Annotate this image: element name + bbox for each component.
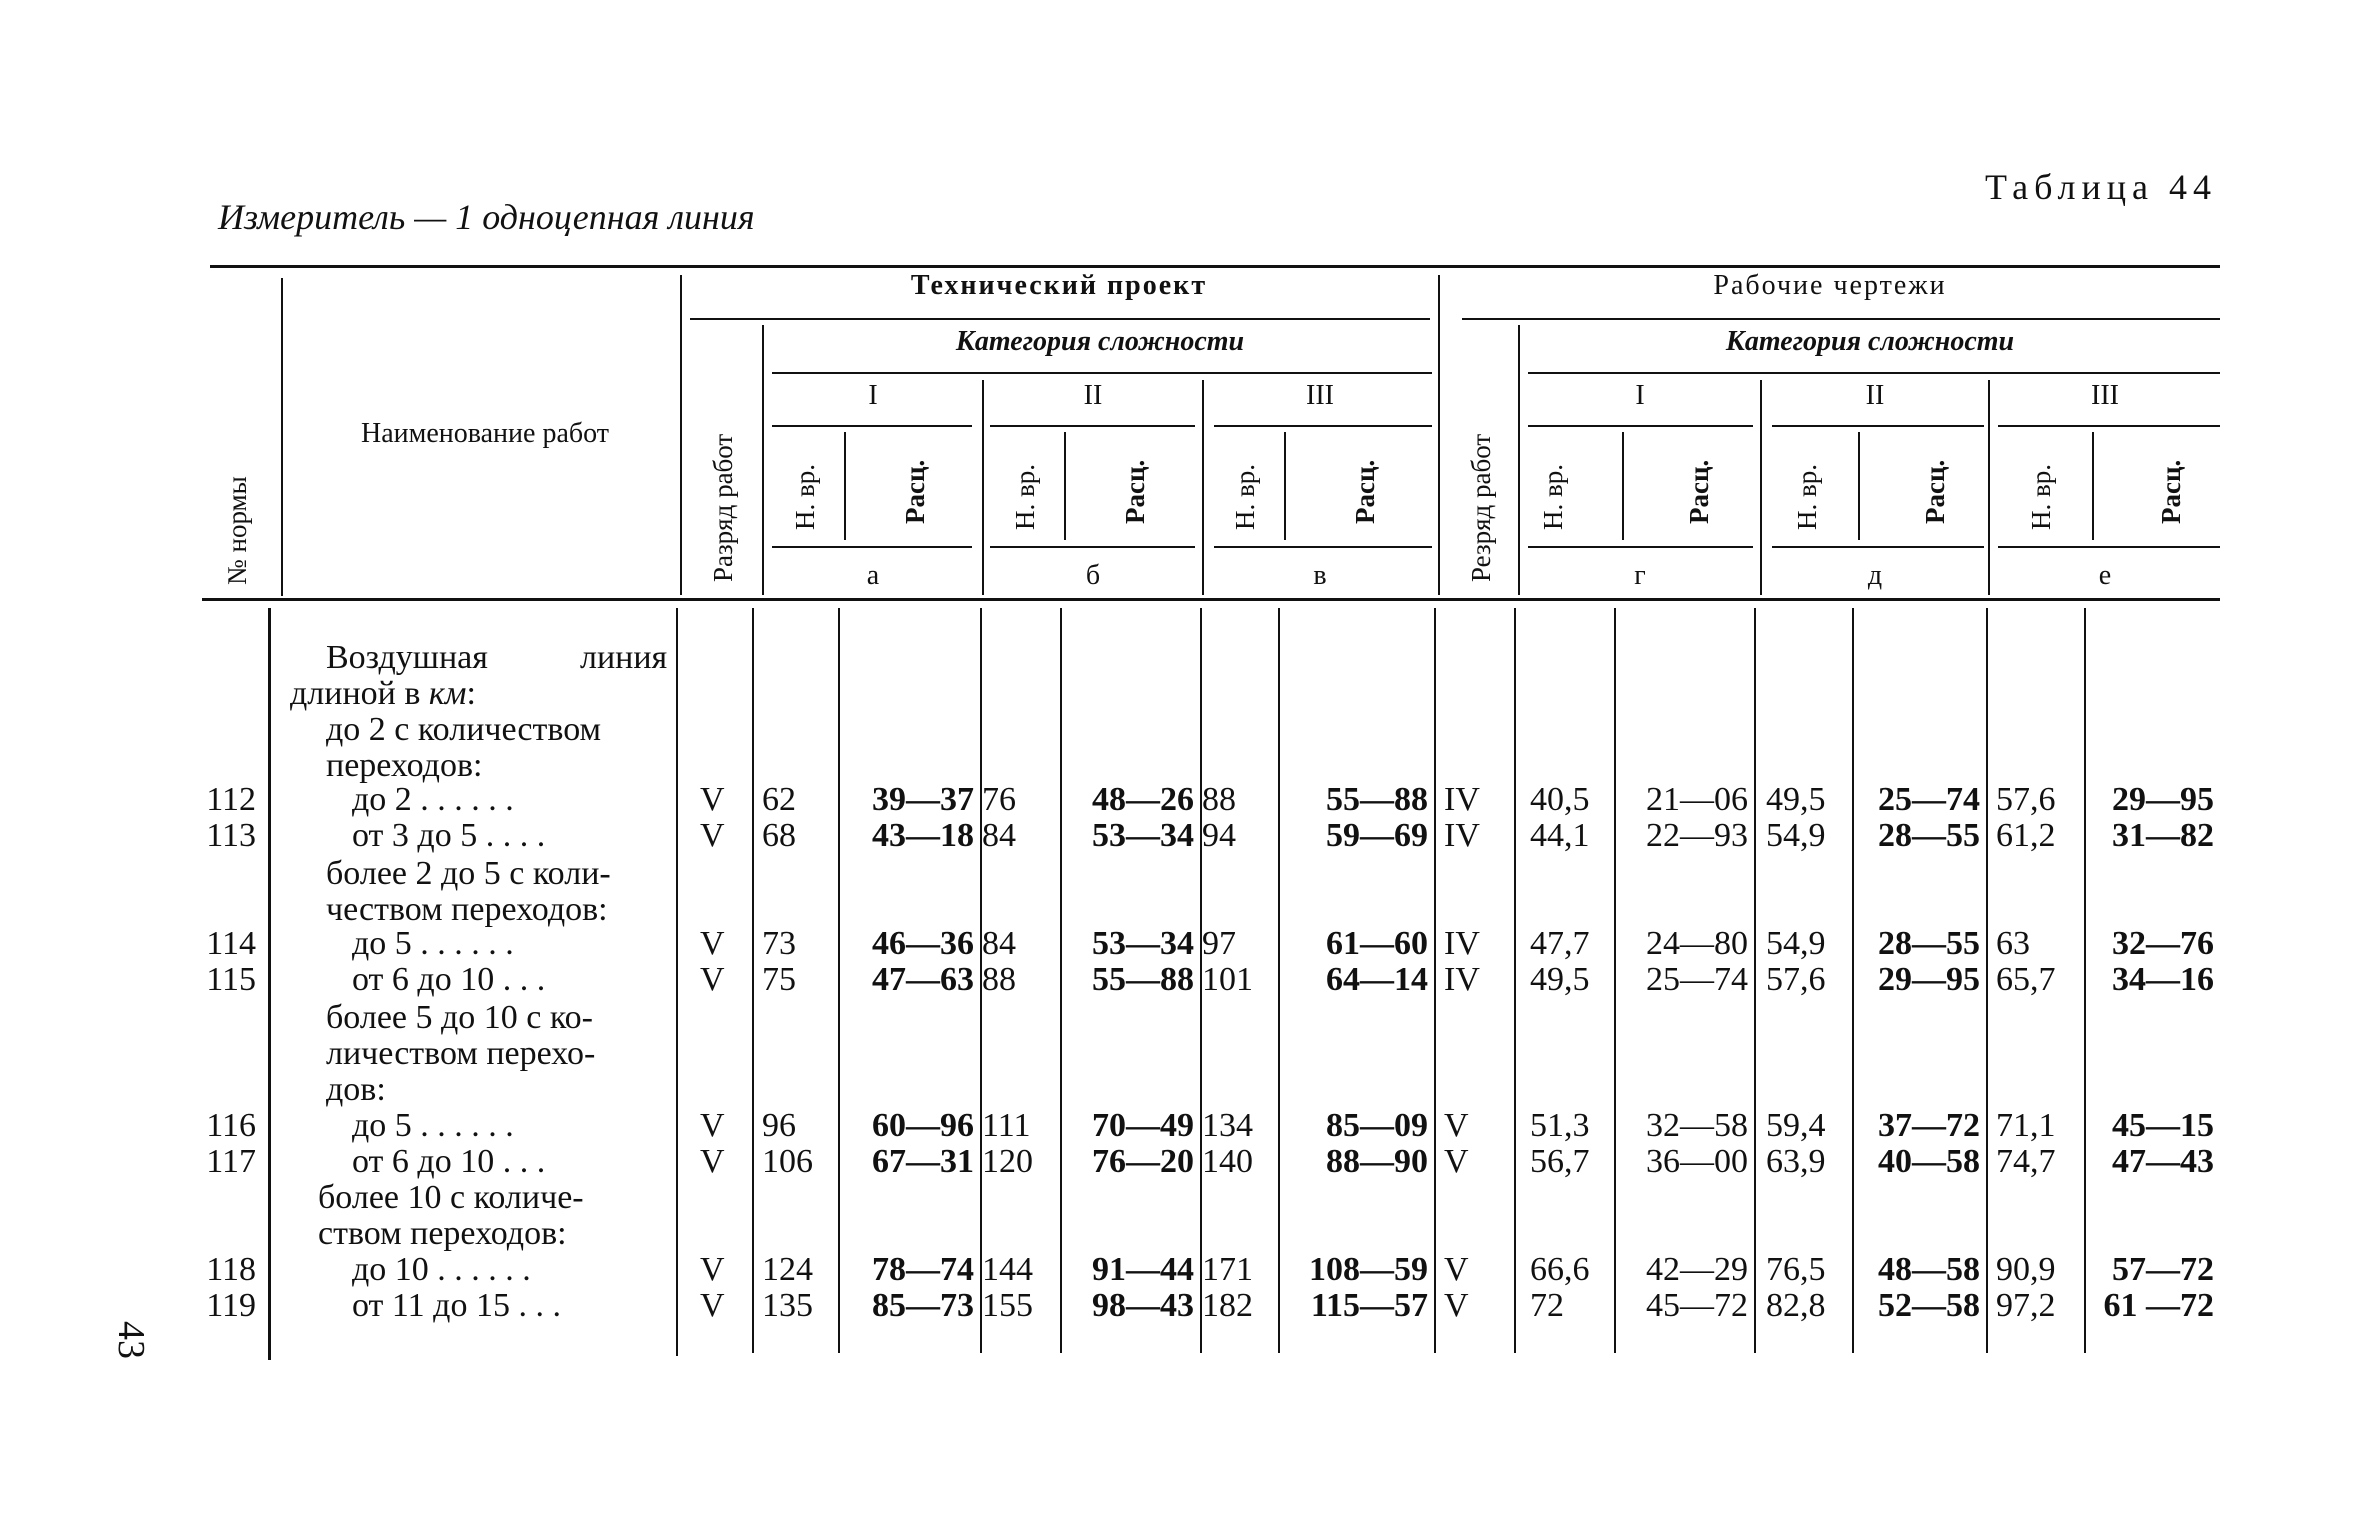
cell-nv1: 96 (762, 1107, 796, 1144)
cell-grade2: V (1444, 1143, 1469, 1180)
cell-grade2: IV (1444, 925, 1480, 962)
cell-nv4: 49,5 (1530, 961, 1590, 998)
column-letter-v: в (1313, 560, 1327, 591)
category-III: III (2091, 380, 2119, 411)
header-divider (1064, 432, 1066, 540)
grade-header: Резряд работ (1466, 433, 1496, 582)
cell-r4: 21—06 (1646, 781, 1748, 818)
cell-no: 115 (206, 961, 256, 998)
cell-r6: 47—43 (2112, 1143, 2214, 1180)
cell-r2: 53—34 (1092, 817, 1194, 854)
cell-r4: 36—00 (1646, 1143, 1748, 1180)
cell-no: 117 (206, 1143, 256, 1180)
cell-r2: 98—43 (1092, 1287, 1194, 1324)
cell-nv4: 72 (1530, 1287, 1564, 1324)
group-label: более 5 до 10 с ко- (326, 999, 594, 1036)
header-rule (1214, 425, 1432, 427)
group-label: более 10 с количе- (318, 1179, 584, 1216)
cell-r1: 78—74 (872, 1251, 974, 1288)
rate-header: Расц. (900, 459, 930, 524)
group-label: личеством перехо- (326, 1035, 596, 1072)
cell-nv3: 171 (1202, 1251, 1253, 1288)
cell-nv5: 82,8 (1766, 1287, 1826, 1324)
cell-nv2: 88 (982, 961, 1016, 998)
header-rule (1528, 546, 1753, 548)
cell-nv3: 97 (1202, 925, 1236, 962)
cell-r5: 28—55 (1878, 817, 1980, 854)
cell-grade2: IV (1444, 781, 1480, 818)
rate-header: Расц. (1920, 459, 1950, 524)
cell-r3: 115—57 (1310, 1287, 1428, 1324)
group-label: переходов: (326, 747, 483, 784)
cell-r2: 76—20 (1092, 1143, 1194, 1180)
cell-name: от 6 до 10 . . . (352, 1143, 546, 1180)
cell-grade2: V (1444, 1251, 1469, 1288)
cell-r2: 70—49 (1092, 1107, 1194, 1144)
cell-no: 118 (206, 1251, 256, 1288)
cell-r4: 22—93 (1646, 817, 1748, 854)
cell-nv5: 54,9 (1766, 925, 1826, 962)
cell-r5: 37—72 (1878, 1107, 1980, 1144)
cell-r3: 61—60 (1326, 925, 1428, 962)
cell-nv1: 124 (762, 1251, 813, 1288)
cell-grade1: V (700, 1251, 725, 1288)
header-bottom-rule (202, 598, 2220, 601)
rate-header: Расц. (1684, 459, 1714, 524)
header-rule (772, 425, 972, 427)
header-rule (690, 318, 1430, 320)
header-divider (1518, 325, 1520, 595)
cell-grade2: IV (1444, 817, 1480, 854)
cell-grade1: V (700, 1143, 725, 1180)
cell-nv2: 84 (982, 925, 1016, 962)
group-label: чеством переходов: (326, 891, 608, 928)
header-rule (772, 372, 1432, 374)
norm-time-header: Н. вр. (790, 464, 820, 530)
norm-time-header: Н. вр. (2026, 464, 2056, 530)
cell-grade2: IV (1444, 961, 1480, 998)
norm-time-header: Н. вр. (1792, 464, 1822, 530)
cell-r3: 64—14 (1326, 961, 1428, 998)
body-divider (752, 608, 754, 1353)
group-label: до 2 с количеством (326, 711, 602, 748)
cell-r2: 91—44 (1092, 1251, 1194, 1288)
cell-r5: 28—55 (1878, 925, 1980, 962)
cell-r5: 40—58 (1878, 1143, 1980, 1180)
header-rule (1998, 546, 2220, 548)
cell-grade1: V (700, 1287, 725, 1324)
cell-r6: 31—82 (2112, 817, 2214, 854)
column-letter-d: д (1867, 560, 1883, 591)
cell-r1: 60—96 (872, 1107, 974, 1144)
cell-nv4: 66,6 (1530, 1251, 1590, 1288)
cell-r2: 55—88 (1092, 961, 1194, 998)
cell-nv6: 74,7 (1996, 1143, 2056, 1180)
cell-nv5: 76,5 (1766, 1251, 1826, 1288)
cell-nv2: 111 (982, 1107, 1031, 1144)
cell-r3: 88—90 (1326, 1143, 1428, 1180)
cell-grade1: V (700, 1107, 725, 1144)
rate-header: Расц. (1120, 459, 1150, 524)
group-label: более 2 до 5 с коли- (326, 855, 611, 892)
cell-nv6: 57,6 (1996, 781, 2056, 818)
cell-nv6: 90,9 (1996, 1251, 2056, 1288)
rate-header: Расц. (1350, 459, 1380, 524)
cell-r6: 34—16 (2112, 961, 2214, 998)
table-number: Таблица 44 (1985, 167, 2217, 207)
intro-label: линия (580, 639, 668, 676)
cell-nv4: 56,7 (1530, 1143, 1590, 1180)
cell-grade1: V (700, 781, 725, 818)
cell-grade2: V (1444, 1107, 1469, 1144)
cell-name: от 11 до 15 . . . (352, 1287, 561, 1324)
measurement-unit: Измеритель — 1 одноцепная линия (218, 197, 755, 237)
cell-nv3: 140 (1202, 1143, 1253, 1180)
cell-nv4: 40,5 (1530, 781, 1590, 818)
header-divider (1858, 432, 1860, 540)
cell-r2: 48—26 (1092, 781, 1194, 818)
cell-r6: 61 —72 (2103, 1287, 2214, 1324)
norm-number-header: № нормы (222, 476, 252, 585)
page-number: 43 (110, 1321, 152, 1359)
cell-no: 119 (206, 1287, 256, 1324)
cell-r1: 43—18 (872, 817, 974, 854)
cell-grade1: V (700, 817, 725, 854)
group-label: ством переходов: (318, 1215, 567, 1252)
intro-label: Воздушная (326, 639, 488, 676)
header-divider (2092, 432, 2094, 540)
body-divider (268, 608, 271, 1360)
cell-r5: 25—74 (1878, 781, 1980, 818)
header-divider (762, 325, 764, 595)
header-rule (990, 425, 1195, 427)
cell-r3: 85—09 (1326, 1107, 1428, 1144)
cell-nv5: 49,5 (1766, 781, 1826, 818)
cell-no: 116 (206, 1107, 256, 1144)
column-letter-g: г (1634, 560, 1646, 591)
cell-no: 113 (206, 817, 256, 854)
cell-nv6: 71,1 (1996, 1107, 2056, 1144)
cell-nv2: 155 (982, 1287, 1033, 1324)
cell-nv3: 134 (1202, 1107, 1253, 1144)
cell-no: 114 (206, 925, 256, 962)
rate-header: Расц. (2156, 459, 2186, 524)
cell-r1: 46—36 (872, 925, 974, 962)
header-rule (1528, 425, 1753, 427)
header-rule (1772, 425, 1984, 427)
body-divider (1434, 608, 1436, 1353)
group-label: дов: (326, 1071, 386, 1108)
working-drawings-header: Рабочие чертежи (1713, 270, 1947, 301)
cell-nv1: 106 (762, 1143, 813, 1180)
cell-no: 112 (206, 781, 256, 818)
work-name-header: Наименование работ (361, 418, 609, 449)
cell-grade1: V (700, 925, 725, 962)
cell-grade1: V (700, 961, 725, 998)
cell-r4: 42—29 (1646, 1251, 1748, 1288)
column-letter-e: е (2098, 560, 2112, 591)
column-letter-a: а (866, 560, 880, 591)
body-divider (1514, 608, 1516, 1353)
cell-r1: 67—31 (872, 1143, 974, 1180)
cell-nv1: 73 (762, 925, 796, 962)
grade-header: Разряд работ (708, 433, 738, 582)
header-divider (1284, 432, 1286, 540)
cell-nv6: 63 (1996, 925, 2030, 962)
cell-name: до 2 . . . . . . (352, 781, 514, 818)
cell-r3: 55—88 (1326, 781, 1428, 818)
table-top-rule (210, 265, 2220, 268)
tech-project-header: Технический проект (910, 270, 1208, 301)
cell-r4: 45—72 (1646, 1287, 1748, 1324)
cell-r3: 108—59 (1309, 1251, 1428, 1288)
header-rule (990, 546, 1195, 548)
body-divider (1986, 608, 1988, 1353)
header-rule (1214, 546, 1432, 548)
header-rule (772, 546, 972, 548)
category-II: II (1083, 380, 1103, 411)
header-divider (844, 432, 846, 540)
cell-nv6: 61,2 (1996, 817, 2056, 854)
body-divider (676, 608, 678, 1356)
cell-nv6: 97,2 (1996, 1287, 2056, 1324)
cell-nv3: 182 (1202, 1287, 1253, 1324)
cell-name: от 6 до 10 . . . (352, 961, 546, 998)
cell-nv1: 62 (762, 781, 796, 818)
cell-nv6: 65,7 (1996, 961, 2056, 998)
cell-r5: 52—58 (1878, 1287, 1980, 1324)
category-I: I (1635, 380, 1645, 411)
cell-nv5: 57,6 (1766, 961, 1826, 998)
cell-r5: 48—58 (1878, 1251, 1980, 1288)
cell-r1: 39—37 (872, 781, 974, 818)
cell-nv2: 120 (982, 1143, 1033, 1180)
cell-nv4: 51,3 (1530, 1107, 1590, 1144)
header-rule (1528, 372, 2220, 374)
category-II: II (1865, 380, 1885, 411)
complexity-category-header: Категория сложности (955, 326, 1245, 357)
cell-r6: 57—72 (2112, 1251, 2214, 1288)
column-letter-b: б (1085, 560, 1101, 591)
norm-time-header: Н. вр. (1538, 464, 1568, 530)
cell-name: до 5 . . . . . . (352, 925, 514, 962)
cell-name: до 5 . . . . . . (352, 1107, 514, 1144)
cell-nv4: 47,7 (1530, 925, 1590, 962)
header-rule (1462, 318, 2220, 320)
cell-r4: 32—58 (1646, 1107, 1748, 1144)
cell-nv2: 144 (982, 1251, 1033, 1288)
cell-nv2: 76 (982, 781, 1016, 818)
cell-r4: 25—74 (1646, 961, 1748, 998)
complexity-category-header: Категория сложности (1725, 326, 2015, 357)
intro-label: длиной в км: (290, 675, 476, 712)
norm-time-header: Н. вр. (1010, 464, 1040, 530)
cell-nv1: 68 (762, 817, 796, 854)
body-divider (838, 608, 840, 1353)
header-rule (1998, 425, 2220, 427)
cell-r6: 32—76 (2112, 925, 2214, 962)
cell-nv3: 88 (1202, 781, 1236, 818)
header-divider (1622, 432, 1624, 540)
cell-r1: 47—63 (872, 961, 974, 998)
cell-nv1: 75 (762, 961, 796, 998)
category-I: I (868, 380, 878, 411)
cell-r6: 29—95 (2112, 781, 2214, 818)
cell-r4: 24—80 (1646, 925, 1748, 962)
cell-r1: 85—73 (872, 1287, 974, 1324)
header-divider (281, 278, 283, 596)
cell-r5: 29—95 (1878, 961, 1980, 998)
cell-nv4: 44,1 (1530, 817, 1590, 854)
cell-r2: 53—34 (1092, 925, 1194, 962)
header-rule (1772, 546, 1984, 548)
cell-nv2: 84 (982, 817, 1016, 854)
norm-time-header: Н. вр. (1230, 464, 1260, 530)
cell-nv5: 59,4 (1766, 1107, 1826, 1144)
header-divider (1438, 275, 1440, 595)
cell-grade2: V (1444, 1287, 1469, 1324)
cell-nv3: 94 (1202, 817, 1236, 854)
cell-name: от 3 до 5 . . . . (352, 817, 546, 854)
header-divider (680, 275, 682, 595)
category-III: III (1306, 380, 1334, 411)
cell-nv1: 135 (762, 1287, 813, 1324)
cell-nv3: 101 (1202, 961, 1253, 998)
cell-nv5: 63,9 (1766, 1143, 1826, 1180)
body-divider (1754, 608, 1756, 1353)
cell-name: до 10 . . . . . . (352, 1251, 531, 1288)
body-divider (1060, 608, 1062, 1353)
cell-nv5: 54,9 (1766, 817, 1826, 854)
cell-r3: 59—69 (1326, 817, 1428, 854)
cell-r6: 45—15 (2112, 1107, 2214, 1144)
